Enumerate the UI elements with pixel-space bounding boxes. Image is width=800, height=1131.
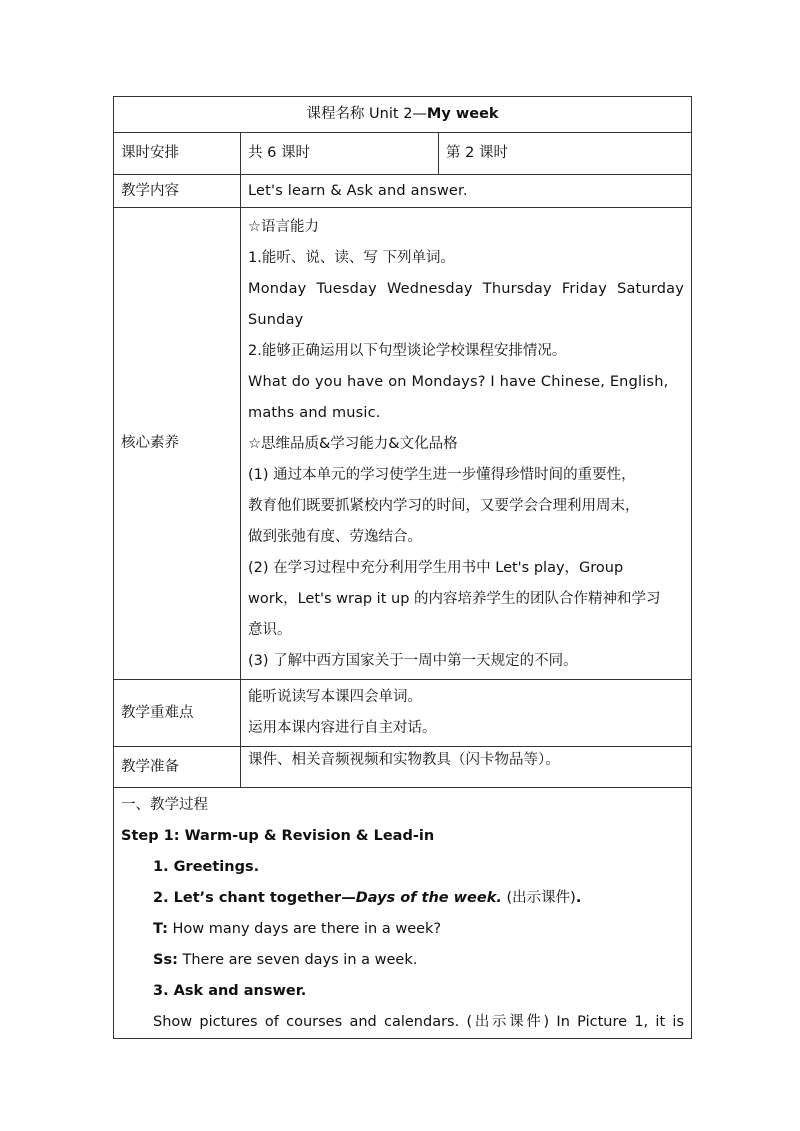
schedule-current: 第 2 课时 xyxy=(439,133,692,175)
teacher-label: T: xyxy=(153,921,168,937)
preparation-label: 教学准备 xyxy=(114,747,241,788)
literacy-line: 做到张弛有度、劳逸结合。 xyxy=(248,529,422,545)
item2-note: (出示课件) xyxy=(501,890,576,906)
teaching-process xyxy=(114,788,692,1039)
course-title xyxy=(114,97,692,133)
step1-item1: 1. Greetings. xyxy=(153,859,260,875)
literacy-line: 1.能听、说、读、写 下列单词。 xyxy=(248,250,455,266)
literacy-line: Monday Tuesday Wednesday Thursday Friday Saturday xyxy=(248,281,685,297)
teacher-line xyxy=(121,914,684,945)
teacher-text: How many days are there in a week? xyxy=(167,921,442,937)
literacy-line: What do you have on Mondays? I have Chinese, English, xyxy=(248,374,669,390)
literacy-label: 核心素养 xyxy=(114,208,241,680)
students-label: Ss: xyxy=(153,952,178,968)
content-value: Let's learn & Ask and answer. xyxy=(241,175,692,208)
difficulty-line: 能听说读写本课四会单词。 xyxy=(248,689,422,705)
literacy-line: work，Let's wrap it up 的内容培养学生的团队合作精神和学习 xyxy=(248,591,661,607)
literacy-line: (2) 在学习过程中充分利用学生用书中 Let's play，Group xyxy=(248,560,624,576)
literacy-line: 教育他们既要抓紧校内学习的时间，又要学会合理利用周末， xyxy=(248,498,640,514)
course-title-prefix: 课程名称 Unit 2— xyxy=(306,106,427,123)
item2-end: . xyxy=(575,890,582,906)
difficulty-content xyxy=(241,680,692,747)
step1-item2 xyxy=(121,883,684,914)
step1-heading: Step 1: Warm-up & Revision & Lead-in xyxy=(121,828,435,844)
literacy-line: ☆思维品质&学习能力&文化品格 xyxy=(248,436,458,452)
students-text: There are seven days in a week. xyxy=(177,952,418,968)
course-title-unit: My week xyxy=(426,106,499,123)
literacy-line: maths and music. xyxy=(248,405,381,421)
show-pictures-line: Show pictures of courses and calendars. (出示课件) In Picture 1, it is xyxy=(153,1014,685,1030)
literacy-line: 2.能够正确运用以下句型谈论学校课程安排情况。 xyxy=(248,343,567,359)
preparation-value: 课件、相关音频视频和实物教具（闪卡物品等）。 xyxy=(241,747,692,788)
literacy-line: Sunday xyxy=(248,312,304,328)
lesson-plan-table xyxy=(113,96,692,1039)
item2-prefix: 2. Let’s chant together— xyxy=(153,890,356,906)
process-heading: 一、教学过程 xyxy=(121,797,208,813)
literacy-line: 意识。 xyxy=(248,622,292,638)
content-label: 教学内容 xyxy=(114,175,241,208)
literacy-line: (1) 通过本单元的学习使学生进一步懂得珍惜时间的重要性， xyxy=(248,467,636,483)
difficulty-line: 运用本课内容进行自主对话。 xyxy=(248,720,437,736)
item2-italic: Days of the week. xyxy=(355,890,502,906)
schedule-label: 课时安排 xyxy=(114,133,241,175)
difficulty-label: 教学重难点 xyxy=(114,680,241,747)
schedule-total: 共 6 课时 xyxy=(241,133,439,175)
literacy-content xyxy=(241,208,692,680)
step1-item3: 3. Ask and answer. xyxy=(153,983,307,999)
literacy-line: ☆语言能力 xyxy=(248,219,319,235)
literacy-line: (3) 了解中西方国家关于一周中第一天规定的不同。 xyxy=(248,653,578,669)
students-line xyxy=(121,945,684,976)
